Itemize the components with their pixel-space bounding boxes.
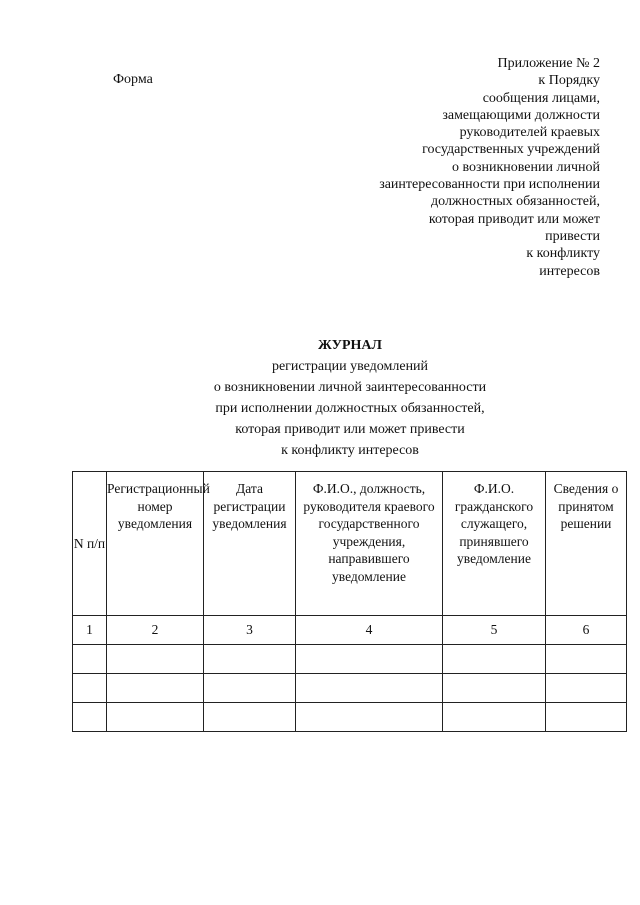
table-cell xyxy=(546,674,627,703)
table-cell xyxy=(546,645,627,674)
table-cell xyxy=(73,674,107,703)
header-registration-number: Регистрационный номер уведомления xyxy=(107,472,204,616)
header-decision-info: Сведения о принятом решении xyxy=(546,472,627,616)
header-registration-date: Дата регистрации уведомления xyxy=(204,472,296,616)
table-cell xyxy=(204,703,296,732)
appendix-line: руководителей краевых xyxy=(459,125,600,141)
table-cell xyxy=(107,674,204,703)
journal-heading xyxy=(150,335,550,461)
table-cell xyxy=(443,703,546,732)
registration-table xyxy=(72,471,627,732)
appendix-line: привести xyxy=(545,228,600,244)
table-header-row xyxy=(73,472,627,616)
appendix-line: которая приводит или может xyxy=(428,211,600,227)
journal-subtitle-line: при исполнении должностных обязанностей, xyxy=(215,401,485,416)
column-number: 4 xyxy=(296,616,443,645)
table-cell xyxy=(107,645,204,674)
appendix-line: Приложение № 2 xyxy=(497,56,600,71)
appendix-line: интересов xyxy=(539,263,600,279)
table-cell xyxy=(73,703,107,732)
journal-subtitle-line: о возникновении личной заинтересованности xyxy=(213,380,487,395)
journal-title: ЖУРНАЛ xyxy=(318,338,382,353)
table-cell xyxy=(204,674,296,703)
header-receiver-info: Ф.И.О. гражданского служащего, принявшего уведомление xyxy=(443,472,546,616)
appendix-line: сообщения лицами, xyxy=(482,90,600,106)
table-cell xyxy=(443,674,546,703)
table-cell xyxy=(546,703,627,732)
appendix-line: заинтересованности при исполнении xyxy=(379,177,600,193)
table-cell xyxy=(296,674,443,703)
table-cell xyxy=(443,645,546,674)
appendix-line: к Порядку xyxy=(538,73,600,89)
appendix-line: замещающими должности xyxy=(442,107,600,123)
appendix-block xyxy=(340,55,600,280)
table-cell xyxy=(296,703,443,732)
column-number: 5 xyxy=(443,616,546,645)
column-number-row xyxy=(73,616,627,645)
header-sender-info: Ф.И.О., должность, руководителя краевого государственного учреждения, направившего уведомление xyxy=(296,472,443,616)
table-cell xyxy=(204,645,296,674)
column-number: 3 xyxy=(204,616,296,645)
table-row xyxy=(73,703,627,732)
table-row xyxy=(73,645,627,674)
column-number: 2 xyxy=(107,616,204,645)
table-cell xyxy=(73,645,107,674)
appendix-line: к конфликту xyxy=(526,246,600,262)
table-cell xyxy=(107,703,204,732)
table-cell xyxy=(296,645,443,674)
journal-subtitle-line: которая приводит или может привести xyxy=(235,422,465,437)
journal-subtitle-line: к конфликту интересов xyxy=(281,443,419,458)
table-row xyxy=(73,674,627,703)
appendix-line: государственных учреждений xyxy=(422,142,600,158)
form-label: Форма xyxy=(113,72,153,87)
column-number: 1 xyxy=(73,616,107,645)
appendix-line: должностных обязанностей, xyxy=(431,194,600,210)
journal-subtitle-line: регистрации уведомлений xyxy=(271,359,429,374)
column-number: 6 xyxy=(546,616,627,645)
header-number: N п/п xyxy=(73,472,107,616)
appendix-line: о возникновении личной xyxy=(451,159,600,175)
